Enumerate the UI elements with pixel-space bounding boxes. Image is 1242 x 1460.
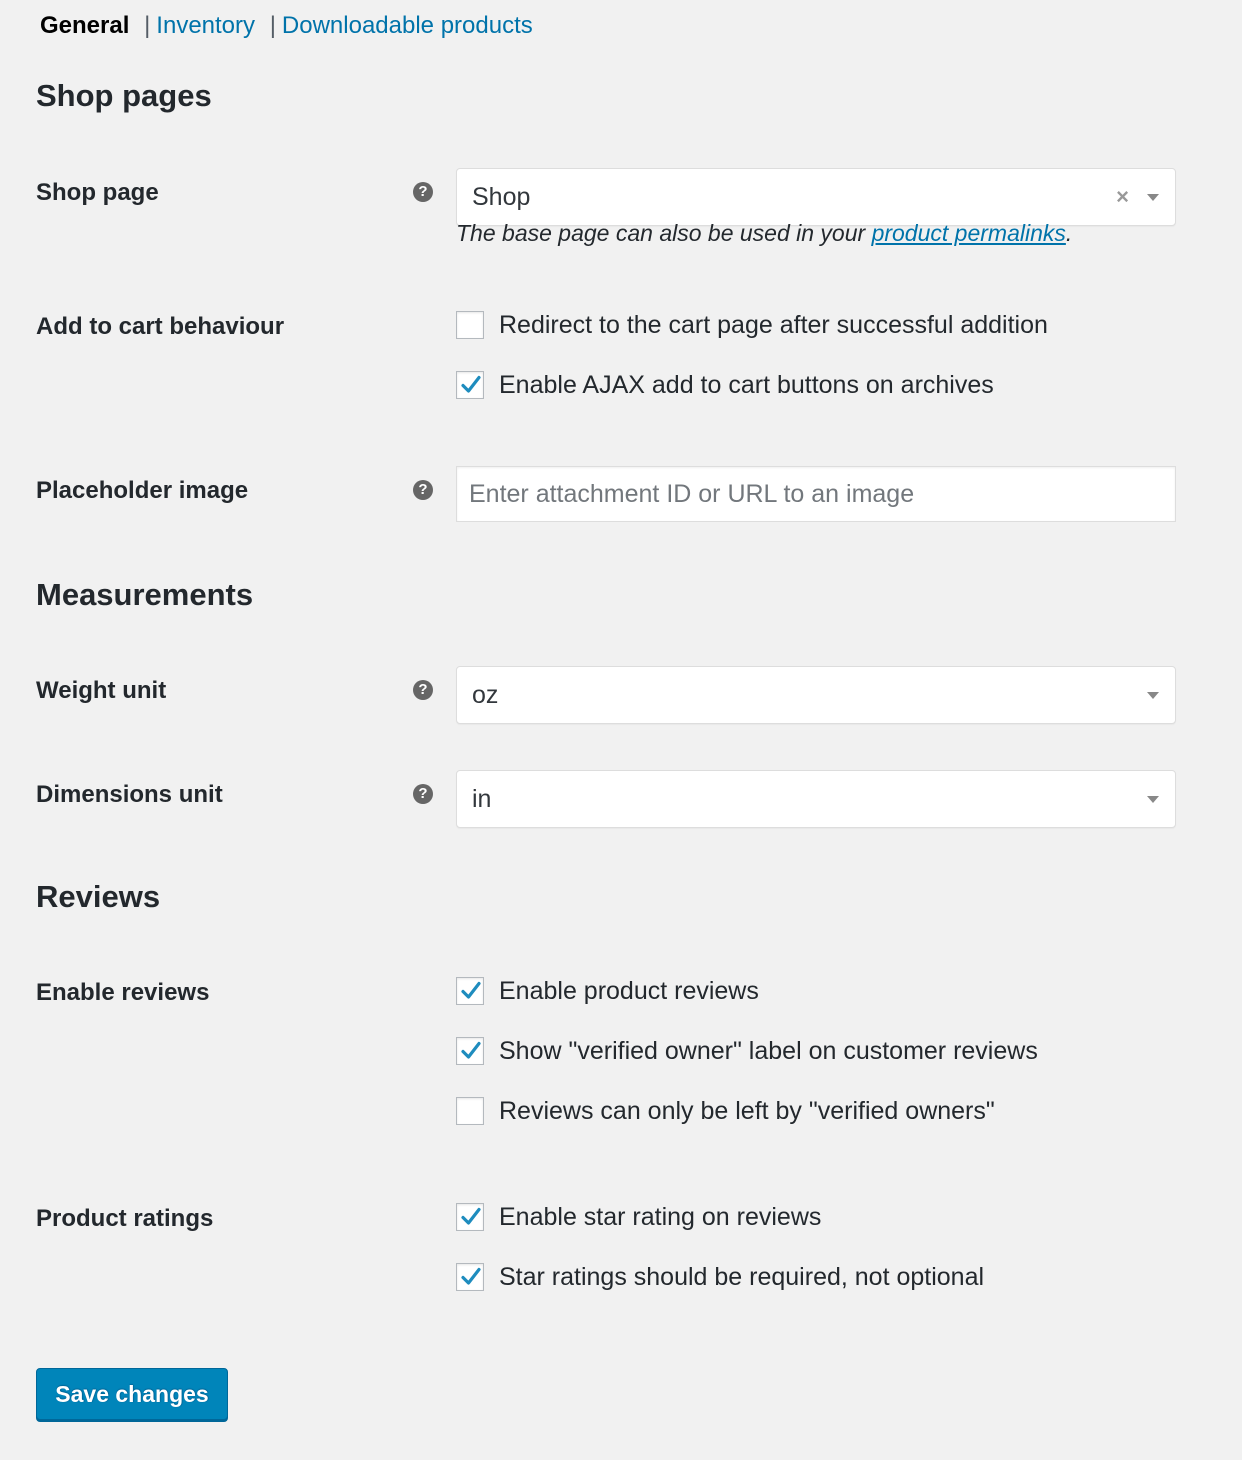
subnav-general: General xyxy=(40,12,130,39)
subnav-downloadable-products-link[interactable]: Downloadable products xyxy=(281,12,533,39)
checkmark-icon xyxy=(459,979,483,1003)
enable-product-reviews-checkbox[interactable] xyxy=(456,977,484,1005)
dropdown-arrow-icon[interactable] xyxy=(1147,194,1159,201)
star-rating-required-checkbox[interactable] xyxy=(456,1263,484,1291)
verified-owner-label-checkbox-row[interactable] xyxy=(456,1036,1038,1066)
verified-owners-only-label: Reviews can only be left by "verified owners" xyxy=(499,1096,995,1125)
section-title-measurements: Measurements xyxy=(36,577,254,612)
enable-product-reviews-checkbox-row[interactable] xyxy=(456,976,759,1006)
section-title-shop-pages: Shop pages xyxy=(36,78,212,113)
redirect-to-cart-checkbox[interactable] xyxy=(456,311,484,339)
verified-owner-label-checkbox[interactable] xyxy=(456,1037,484,1065)
subnav-separator: | xyxy=(269,12,276,39)
save-changes-button[interactable]: Save changes xyxy=(36,1368,228,1420)
question-circle-icon[interactable]: ? xyxy=(413,680,433,700)
redirect-to-cart-label: Redirect to the cart page after successful addition xyxy=(499,310,1048,339)
product-ratings-label: Product ratings xyxy=(36,1205,214,1232)
star-rating-required-checkbox-row[interactable] xyxy=(456,1262,984,1292)
verified-owners-only-checkbox[interactable] xyxy=(456,1097,484,1125)
shop-page-description-text: The base page can also be used in your xyxy=(456,220,872,246)
add-to-cart-label: Add to cart behaviour xyxy=(36,313,285,340)
ajax-add-to-cart-checkbox-row[interactable] xyxy=(456,370,994,400)
ajax-add-to-cart-label: Enable AJAX add to cart buttons on archives xyxy=(499,370,994,399)
checkmark-icon xyxy=(459,1265,483,1289)
checkmark-icon xyxy=(459,1039,483,1063)
placeholder-image-input[interactable] xyxy=(456,466,1176,522)
shop-page-description xyxy=(456,220,1072,247)
clear-icon[interactable]: × xyxy=(1116,184,1129,209)
weight-unit-selected-value: oz xyxy=(472,681,499,709)
question-circle-icon[interactable]: ? xyxy=(413,784,433,804)
enable-star-rating-checkbox-row[interactable] xyxy=(456,1202,821,1232)
question-circle-icon[interactable]: ? xyxy=(413,182,433,202)
checkmark-icon xyxy=(459,1205,483,1229)
question-circle-icon[interactable]: ? xyxy=(413,480,433,500)
verified-owner-label-text: Show "verified owner" label on customer reviews xyxy=(499,1036,1038,1065)
settings-subnav xyxy=(40,10,533,42)
product-permalinks-link[interactable]: product permalinks xyxy=(871,220,1066,246)
ajax-add-to-cart-checkbox[interactable] xyxy=(456,371,484,399)
placeholder-image-label: Placeholder image xyxy=(36,477,249,504)
section-title-reviews: Reviews xyxy=(36,879,161,914)
shop-page-label: Shop page xyxy=(36,179,159,206)
shop-page-select[interactable] xyxy=(456,168,1176,226)
dimensions-unit-selected-value: in xyxy=(472,785,492,813)
verified-owners-only-checkbox-row[interactable] xyxy=(456,1096,995,1126)
shop-page-selected-value: Shop xyxy=(472,183,531,211)
enable-star-rating-checkbox[interactable] xyxy=(456,1203,484,1231)
dropdown-arrow-icon[interactable] xyxy=(1147,692,1159,699)
weight-unit-label: Weight unit xyxy=(36,677,167,704)
shop-page-description-end: . xyxy=(1065,220,1073,246)
dimensions-unit-select[interactable] xyxy=(456,770,1176,828)
star-rating-required-label: Star ratings should be required, not optional xyxy=(499,1262,985,1291)
enable-reviews-label: Enable reviews xyxy=(36,979,210,1006)
checkmark-icon xyxy=(459,373,483,397)
enable-star-rating-label: Enable star rating on reviews xyxy=(499,1202,822,1231)
redirect-to-cart-checkbox-row[interactable] xyxy=(456,310,1048,340)
subnav-separator: | xyxy=(144,12,151,39)
enable-product-reviews-label: Enable product reviews xyxy=(499,976,759,1005)
dimensions-unit-label: Dimensions unit xyxy=(36,781,223,808)
subnav-inventory-link[interactable]: Inventory xyxy=(156,12,256,39)
dropdown-arrow-icon[interactable] xyxy=(1147,796,1159,803)
weight-unit-select[interactable] xyxy=(456,666,1176,724)
